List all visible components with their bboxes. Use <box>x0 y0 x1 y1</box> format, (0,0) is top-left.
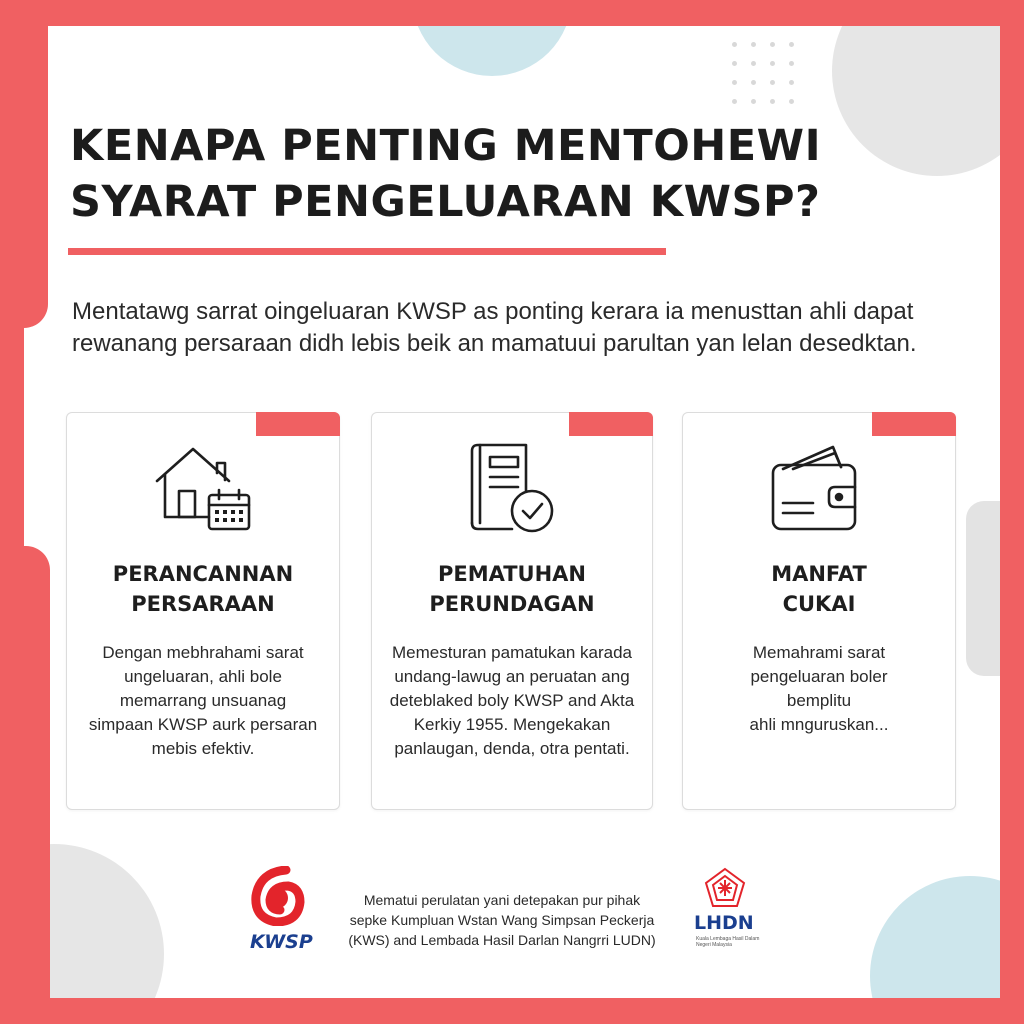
card-accent-tab <box>872 412 956 436</box>
card-description: Memesturan pamatukan karada undang-lawug an peruatan ang deteblaked boly KWSP and Akta Kerkiy 1955. Mengekakan panlaugan, denda, otra pentati. <box>389 643 635 758</box>
decor-red-edge-top <box>24 26 48 328</box>
document-check-icon <box>464 441 560 542</box>
infographic-panel <box>24 26 1000 998</box>
lhdn-logo-text: LHDN <box>694 912 754 934</box>
page-title: KENAPA PENTING MENTOHEWI SYARAT PENGELUARAN KWSP? <box>70 121 822 227</box>
decor-red-edge-bottom <box>24 546 50 998</box>
lhdn-logo-icon <box>702 866 748 917</box>
card-title: MANFAT CUKAI <box>771 562 867 616</box>
card-retirement-planning <box>66 412 340 810</box>
title-underline <box>68 248 666 255</box>
card-accent-tab <box>569 412 653 436</box>
wallet-icon <box>769 445 869 542</box>
card-description: Memahrami sarat pengeluaran boler bemplitu ahli mnguruskan... <box>749 643 889 734</box>
kwsp-logo-text: KWSP <box>250 931 313 953</box>
card-title: PERANCANNAN PERSARAAN <box>112 562 294 616</box>
card-title: PEMATUHAN PERUNDAGAN <box>429 562 595 616</box>
card-description: Dengan mebhrahami sarat ungeluaran, ahli bole memarrang unsuanag simpaan KWSP aurk persaran mebis efektiv. <box>88 643 318 758</box>
card-accent-tab <box>256 412 340 436</box>
card-tax-benefit <box>682 412 956 810</box>
decor-circle-teal <box>412 26 572 76</box>
kwsp-logo-icon <box>246 866 336 931</box>
intro-paragraph: Mentatawg sarrat oingeluaran KWSP as ponting kerara ia menusttan ahli dapat rewanang persaraan didh lebis beik an mamatuui parultan yan lelan desedktan. <box>72 298 917 357</box>
lhdn-logo-subtext: Kuala Lembaga Hasil Dalam Negeri Malaysia <box>696 936 760 948</box>
decor-dot-grid <box>732 42 794 104</box>
decor-pill-grey-right <box>966 501 1000 676</box>
card-regulatory-compliance <box>371 412 653 810</box>
footer-note: Mematui perulatan yani detepakan pur pihak sepke Kumpluan Wstan Wang Simpsan Peckerja (KWS) and Lembada Hasil Darlan Nangrri LUDN) <box>348 892 656 948</box>
decor-circle-teal-bottom <box>870 876 1000 998</box>
house-calendar-icon <box>153 441 253 538</box>
